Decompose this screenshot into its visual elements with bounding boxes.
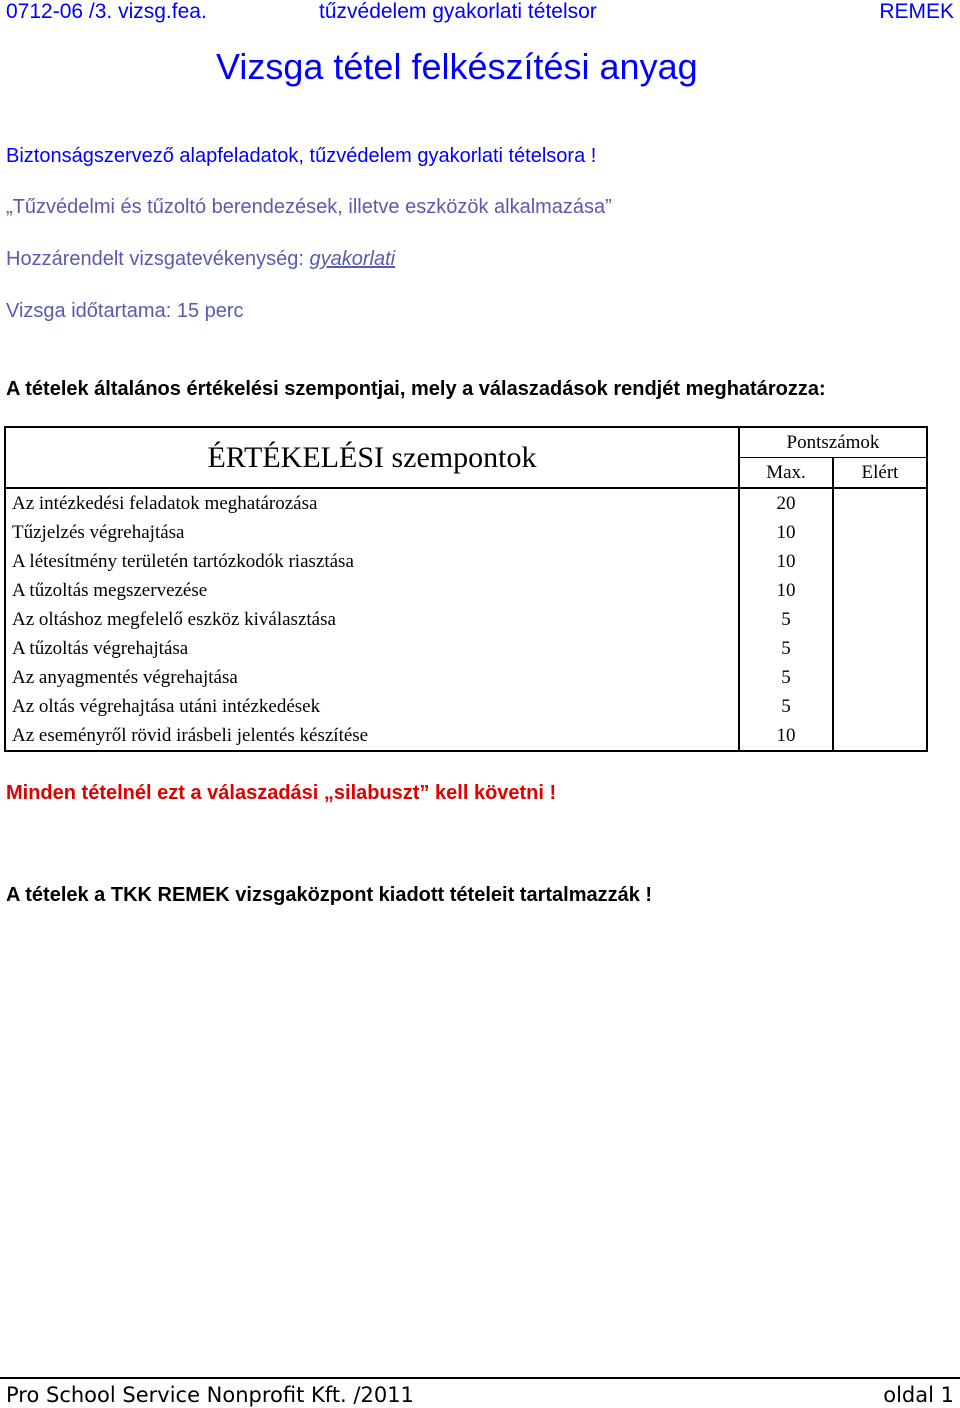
criterion-name: A tűzoltás megszervezése (5, 576, 739, 605)
criterion-name: Az anyagmentés végrehajtása (5, 663, 739, 692)
criteria-intro: A tételek általános értékelési szempontjai, mely a válaszadások rendjét meghatározza: (6, 378, 826, 400)
criterion-achieved-points[interactable] (833, 692, 927, 721)
criterion-name: Az eseményről rövid irásbeli jelentés készítése (5, 721, 739, 751)
criterion-achieved-points[interactable] (833, 518, 927, 547)
criterion-achieved-points[interactable] (833, 605, 927, 634)
achieved-header: Elért (833, 458, 927, 489)
syllabus-note: Minden tételnél ezt a válaszadási „silabuszt” kell követni ! (6, 782, 557, 804)
table-row (5, 634, 927, 663)
task-title: „Tűzvédelmi és tűzoltó berendezések, illetve eszközök alkalmazása” (6, 196, 612, 218)
footer-page: oldal 1 (883, 1383, 954, 1407)
criterion-achieved-points[interactable] (833, 547, 927, 576)
criterion-max-points: 10 (739, 721, 833, 751)
criterion-achieved-points[interactable] (833, 721, 927, 751)
max-header: Max. (739, 458, 833, 489)
exam-duration: Vizsga időtartama: 15 perc (6, 300, 244, 322)
criterion-max-points: 10 (739, 518, 833, 547)
exam-activity (6, 248, 395, 271)
table-row (5, 488, 927, 518)
criterion-max-points: 10 (739, 576, 833, 605)
criteria-table-title: ÉRTÉKELÉSI szempontok (5, 427, 739, 488)
page-title: Vizsga tétel felkészítési anyag (216, 46, 698, 87)
criterion-name: Az intézkedési feladatok meghatározása (5, 488, 739, 518)
criteria-rows (5, 488, 927, 751)
criterion-name: A létesítmény területén tartózkodók riasztása (5, 547, 739, 576)
criterion-max-points: 5 (739, 634, 833, 663)
tkk-note: A tételek a TKK REMEK vizsgaközpont kiadott tételeit tartalmazzák ! (6, 884, 653, 906)
table-row (5, 692, 927, 721)
criterion-name: Tűzjelzés végrehajtása (5, 518, 739, 547)
criterion-name: Az oltáshoz megfelelő eszköz kiválasztása (5, 605, 739, 634)
table-row (5, 518, 927, 547)
exam-activity-link[interactable]: gyakorlati (309, 248, 396, 270)
criterion-achieved-points[interactable] (833, 634, 927, 663)
footer-left: Pro School Service Nonprofit Kft. /2011 (6, 1383, 414, 1407)
criterion-max-points: 5 (739, 692, 833, 721)
points-header: Pontszámok (739, 427, 927, 458)
table-row (5, 721, 927, 751)
header-right: REMEK (879, 0, 954, 23)
criterion-name: A tűzoltás végrehajtása (5, 634, 739, 663)
criterion-max-points: 5 (739, 605, 833, 634)
footer-divider (0, 1377, 960, 1379)
table-row (5, 605, 927, 634)
table-row (5, 663, 927, 692)
criterion-achieved-points[interactable] (833, 488, 927, 518)
criterion-max-points: 10 (739, 547, 833, 576)
table-row (5, 547, 927, 576)
header-code: 0712-06 /3. vizsg.fea. (6, 0, 207, 23)
exam-activity-label: Hozzárendelt vizsgatevékenység: (6, 248, 310, 270)
module-title: Biztonságszervező alapfeladatok, tűzvédelem gyakorlati tételsora ! (6, 145, 597, 167)
criterion-name: Az oltás végrehajtása utáni intézkedések (5, 692, 739, 721)
criterion-achieved-points[interactable] (833, 663, 927, 692)
table-row (5, 576, 927, 605)
criteria-table (4, 426, 928, 752)
criterion-max-points: 20 (739, 488, 833, 518)
criterion-achieved-points[interactable] (833, 576, 927, 605)
header-center: tűzvédelem gyakorlati tételsor (319, 0, 597, 23)
criterion-max-points: 5 (739, 663, 833, 692)
